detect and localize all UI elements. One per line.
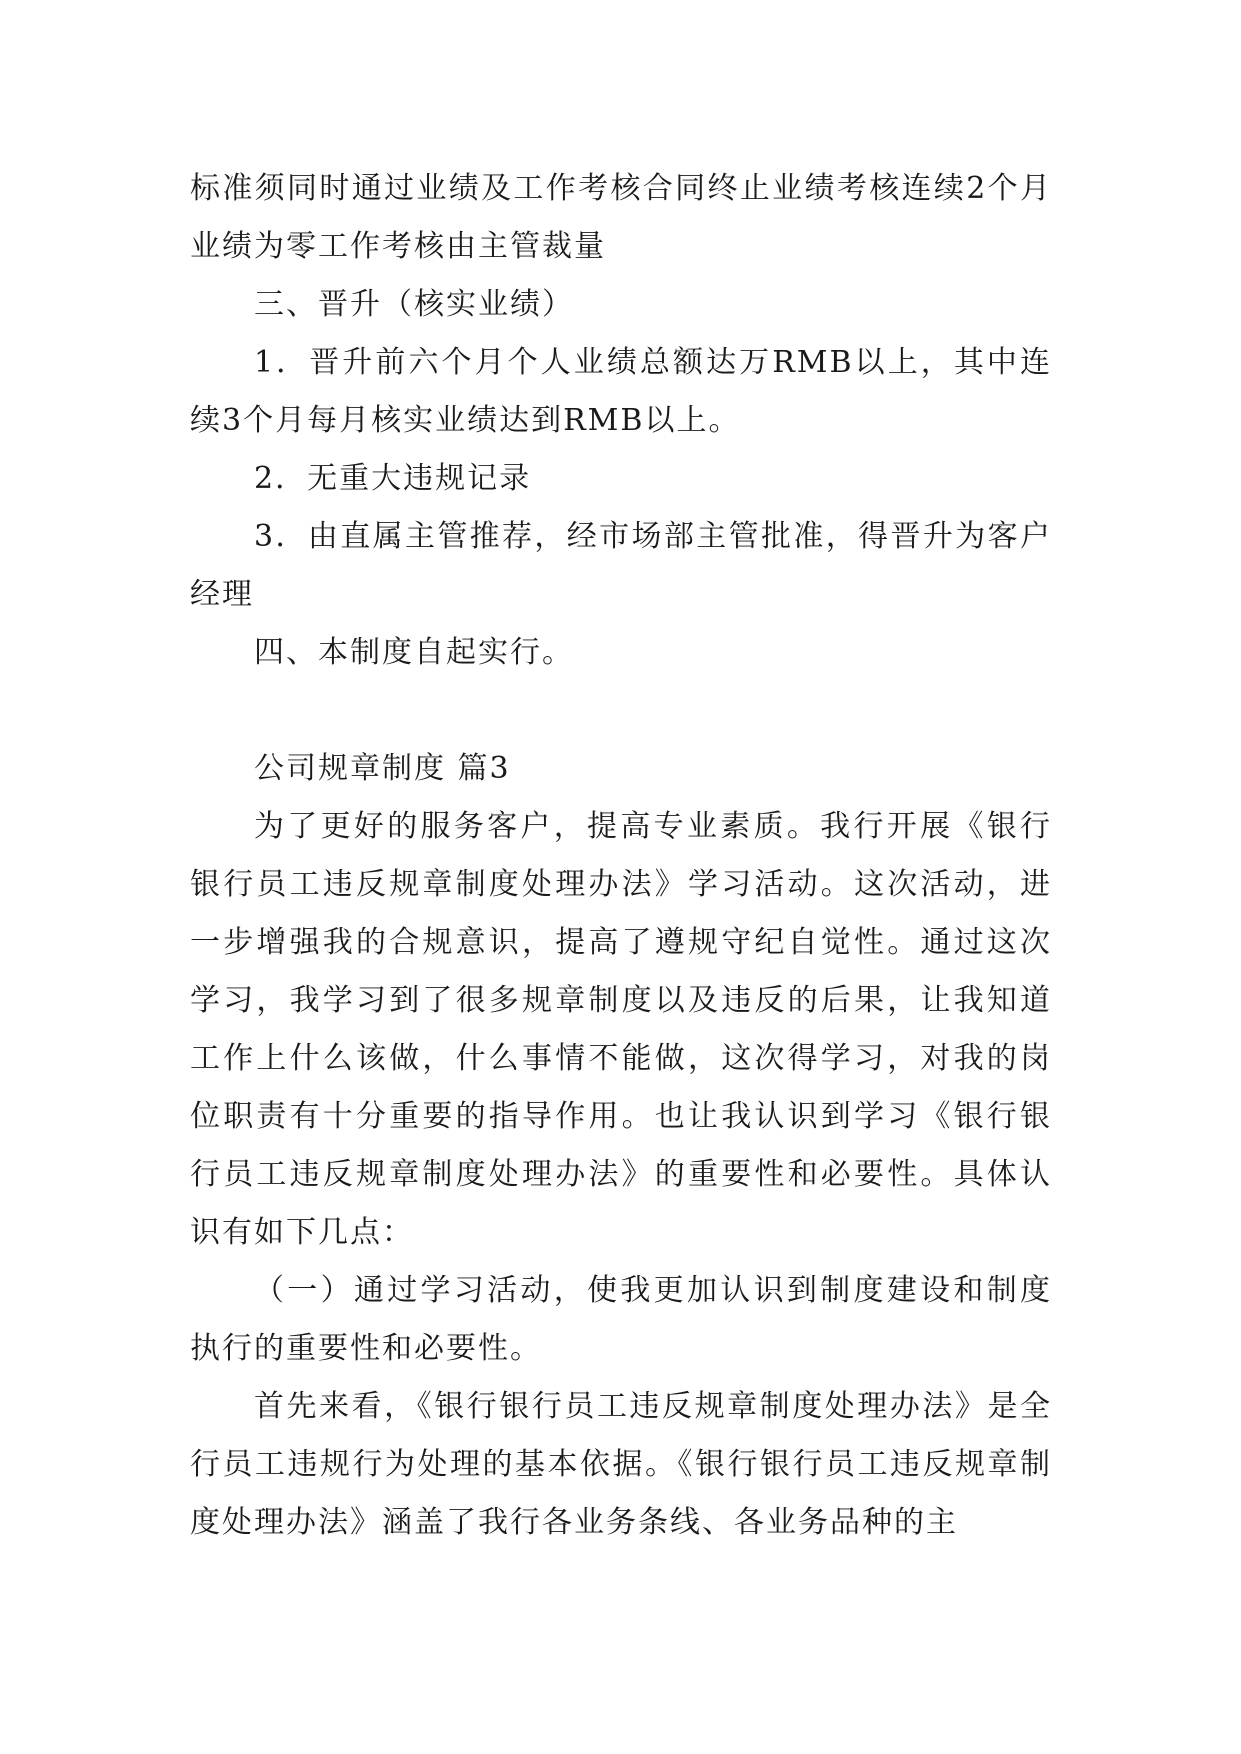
section-title: 公司规章制度 篇3 [254, 751, 511, 786]
heading-promotion: 三、晋升（核实业绩） [254, 287, 574, 322]
promotion-item-1: 1．晋升前六个月个人业绩总额达万RMB以上，其中连续3个月每月核实业绩达到RMB以上。 [190, 345, 1052, 438]
paragraph-first-look: 首先来看，《银行银行员工违反规章制度处理办法》是全行员工违规行为处理的基本依据。《银行银行员工违反规章制度处理办法》涵盖了我行各业务条线、各业务品种的主 [190, 1389, 1052, 1540]
document-page [190, 160, 1052, 1552]
section-spacer [190, 682, 1052, 740]
promotion-item-3: 3．由直属主管推荐，经市场部主管批准，得晋升为客户经理 [190, 519, 1052, 612]
paragraph-point-1: （一）通过学习活动，使我更加认识到制度建设和制度执行的重要性和必要性。 [190, 1273, 1052, 1366]
paragraph-performance-standard: 标准须同时通过业绩及工作考核合同终止业绩考核连续2个月业绩为零工作考核由主管裁量 [190, 171, 1052, 264]
clause-effective-date: 四、本制度自起实行。 [254, 635, 574, 670]
paragraph-intro: 为了更好的服务客户，提高专业素质。我行开展《银行银行员工违反规章制度处理办法》学习活动。这次活动，进一步增强我的合规意识，提高了遵规守纪自觉性。通过这次学习，我学习到了很多规章制度以及违反的后果，让我知道工作上什么该做，什么事情不能做，这次得学习，对我的岗位职责有十分重要的指导作用。也让我认识到学习《银行银行员工违反规章制度处理办法》的重要性和必要性。具体认识有如下几点： [190, 809, 1052, 1250]
promotion-item-2: 2．无重大违规记录 [254, 461, 532, 496]
